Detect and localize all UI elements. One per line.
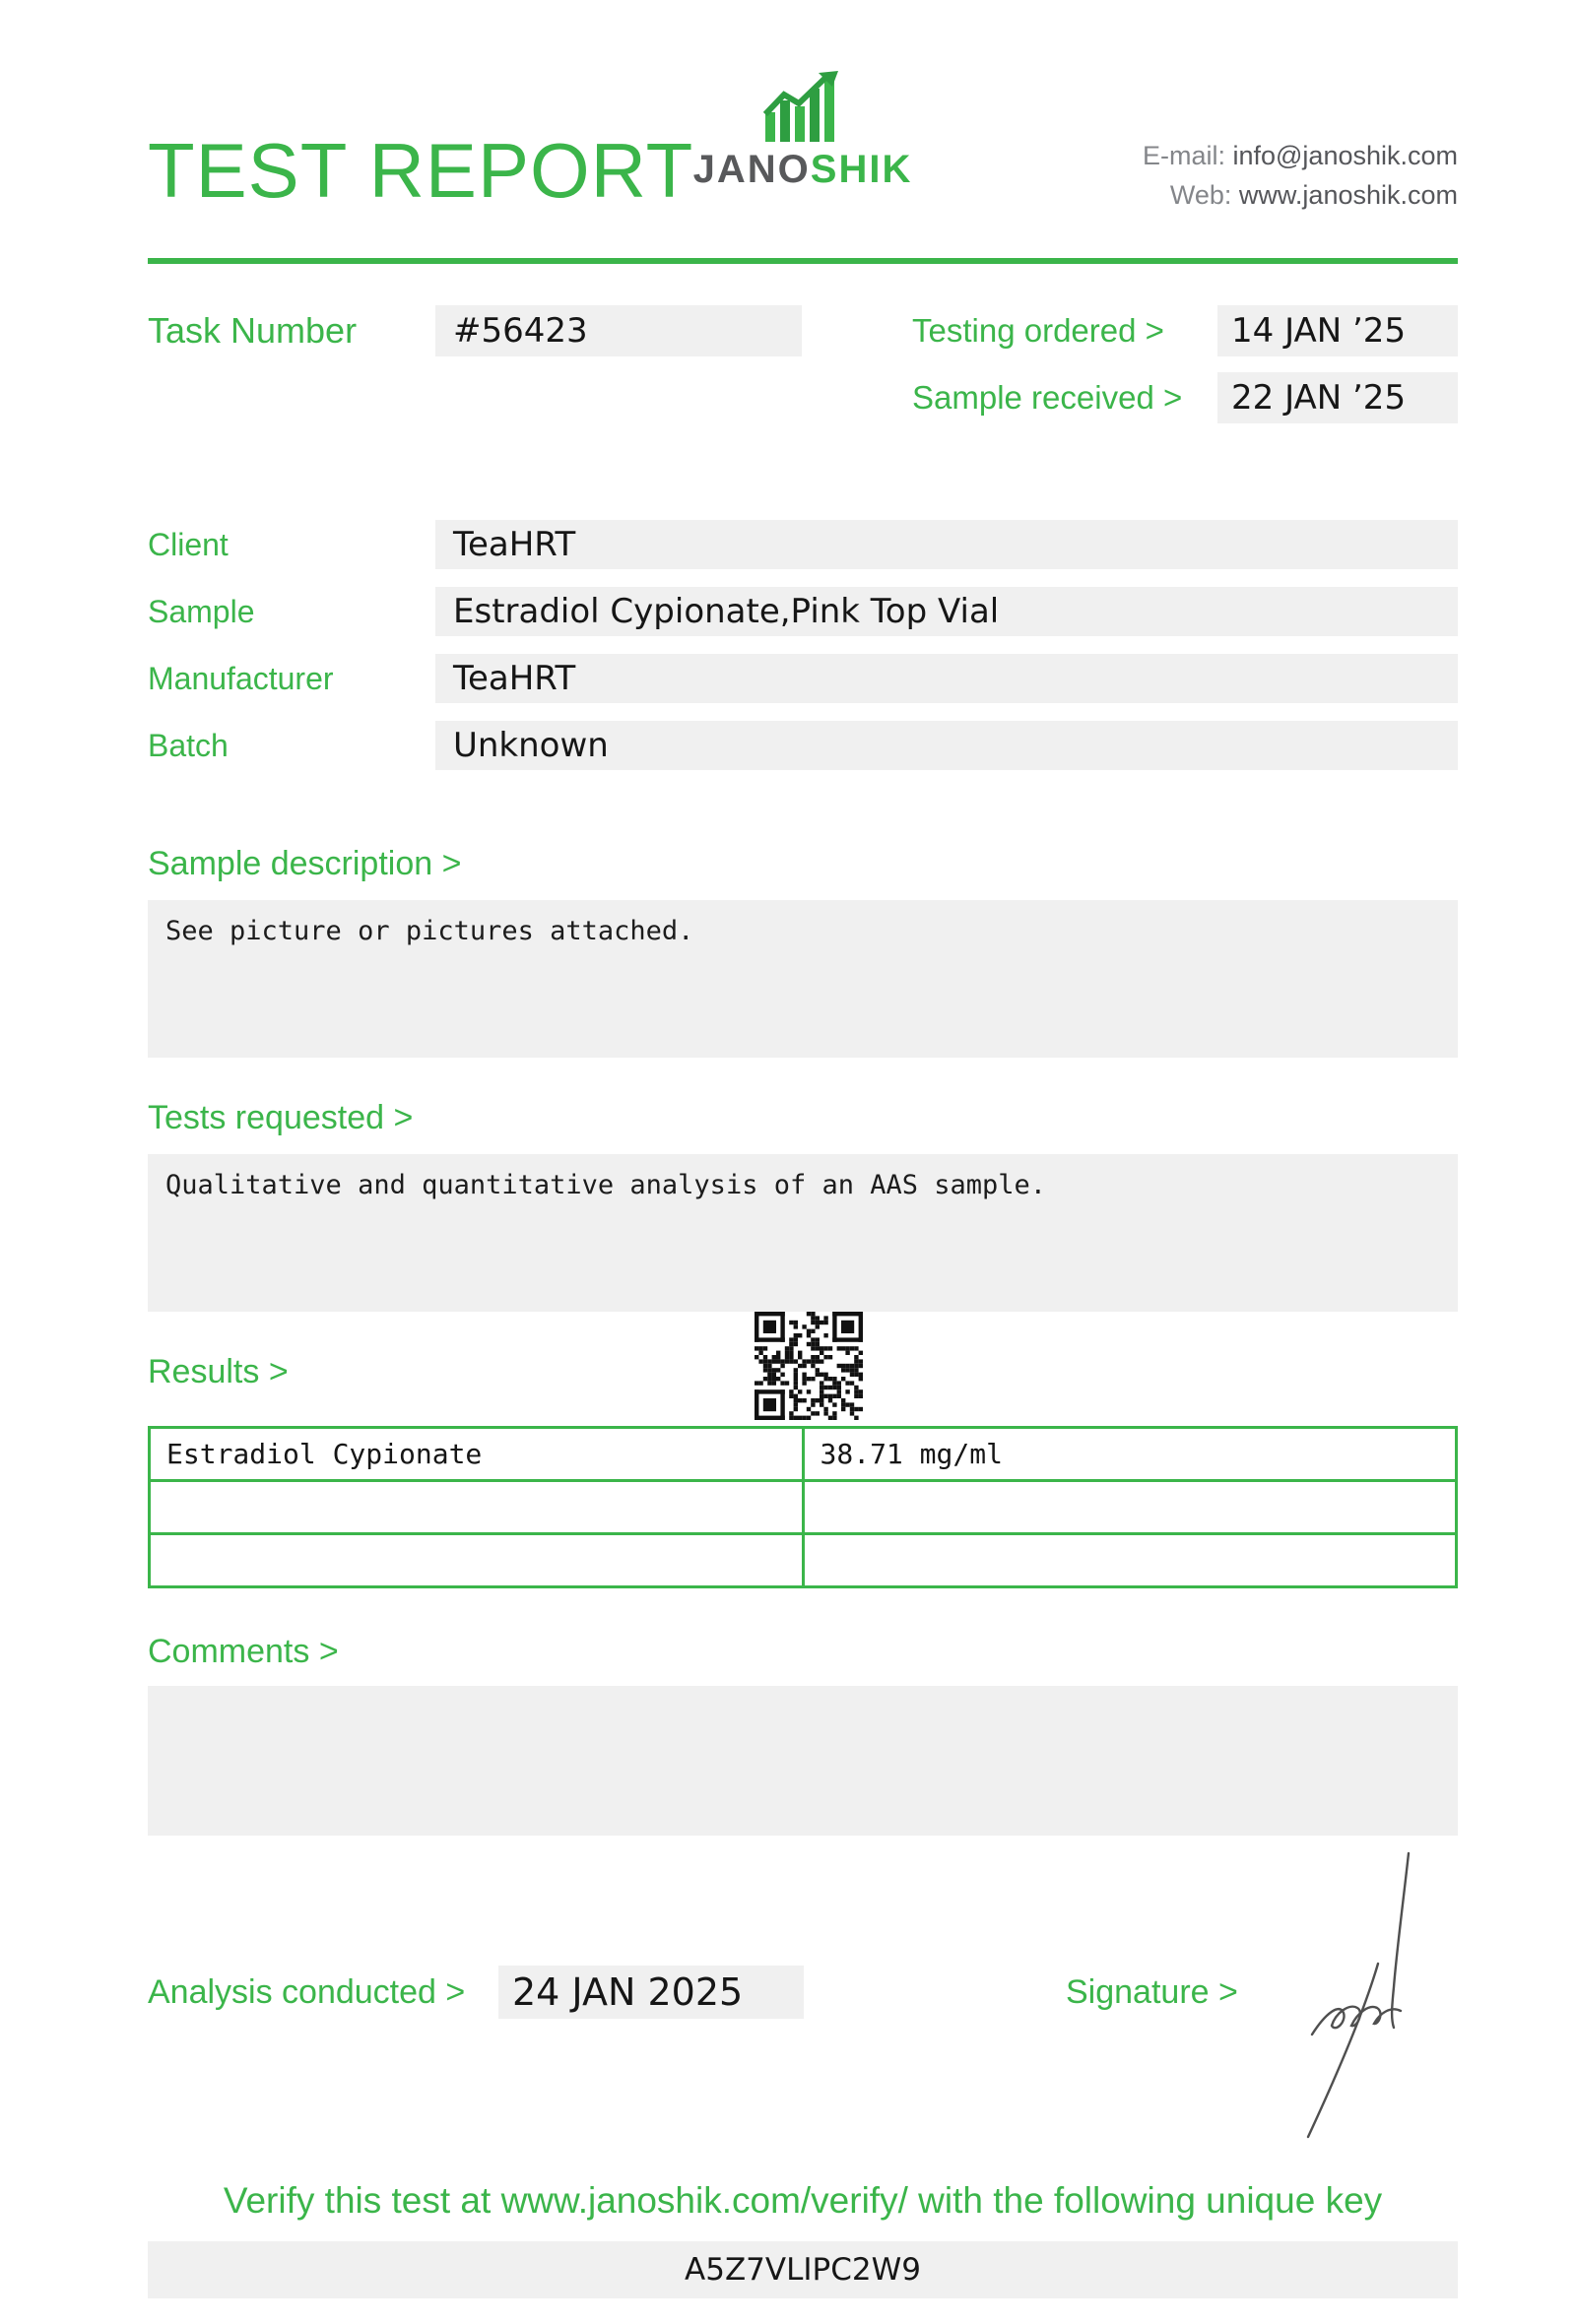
- result-row: [150, 1428, 1457, 1481]
- page-title: TEST REPORT: [148, 127, 694, 214]
- client-value: TeaHRT: [435, 520, 1458, 569]
- manufacturer-label: Manufacturer: [148, 661, 334, 696]
- email-label: E-mail:: [1142, 141, 1225, 170]
- qr-code: [755, 1312, 863, 1420]
- bar-chart-logo-icon: [757, 71, 848, 144]
- sample-value: Estradiol Cypionate,Pink Top Vial: [435, 587, 1458, 636]
- email-line: [1143, 136, 1458, 175]
- batch-label: Batch: [148, 728, 229, 763]
- results-heading: Results >: [148, 1353, 289, 1390]
- result-substance: [150, 1534, 804, 1587]
- comments-heading: Comments >: [148, 1633, 339, 1670]
- signature-image: [1279, 1847, 1446, 2143]
- logo-text-jano: JANO: [692, 148, 811, 191]
- sample-label: Sample: [148, 594, 255, 629]
- testing-ordered-label: Testing ordered >: [912, 312, 1164, 349]
- verify-instruction: Verify this test at www.janoshik.com/verify/ with the following unique key: [223, 2180, 1383, 2221]
- sample-received-value: 22 JAN ’25: [1217, 372, 1458, 423]
- logo-text-shik: SHIK: [810, 148, 913, 191]
- result-value: [803, 1534, 1457, 1587]
- email-value: info@janoshik.com: [1232, 141, 1458, 170]
- analysis-conducted-label: Analysis conducted >: [148, 1973, 466, 2011]
- web-value: www.janoshik.com: [1238, 180, 1458, 210]
- result-row: [150, 1481, 1457, 1534]
- testing-ordered-value: 14 JAN ’25: [1217, 305, 1458, 356]
- task-number-label: Task Number: [148, 310, 358, 351]
- result-value: 38.71 mg/ml: [803, 1428, 1457, 1481]
- web-label: Web:: [1169, 180, 1232, 210]
- batch-value: Unknown: [435, 721, 1458, 770]
- analysis-conducted-value: 24 JAN 2025: [498, 1966, 804, 2019]
- client-label: Client: [148, 527, 229, 562]
- tests-requested-body: Qualitative and quantitative analysis of an AAS sample.: [148, 1154, 1458, 1312]
- signature-label: Signature >: [1066, 1973, 1238, 2011]
- sample-description-body: See picture or pictures attached.: [148, 900, 1458, 1058]
- sample-description-heading: Sample description >: [148, 845, 462, 882]
- results-table: [148, 1426, 1458, 1588]
- contact-info: [1143, 136, 1458, 215]
- tests-requested-heading: Tests requested >: [148, 1099, 414, 1136]
- result-row: [150, 1534, 1457, 1587]
- janoshik-logo: [678, 71, 928, 192]
- sample-received-label: Sample received >: [912, 379, 1183, 416]
- manufacturer-value: TeaHRT: [435, 654, 1458, 703]
- unique-key-value: A5Z7VLIPC2W9: [148, 2241, 1458, 2298]
- result-substance: [150, 1481, 804, 1534]
- web-line: [1143, 175, 1458, 215]
- comments-body: [148, 1686, 1458, 1836]
- logo-wordmark: [678, 148, 928, 192]
- header-divider: [148, 258, 1458, 264]
- task-number-value: #56423: [435, 305, 802, 356]
- result-substance: Estradiol Cypionate: [150, 1428, 804, 1481]
- result-value: [803, 1481, 1457, 1534]
